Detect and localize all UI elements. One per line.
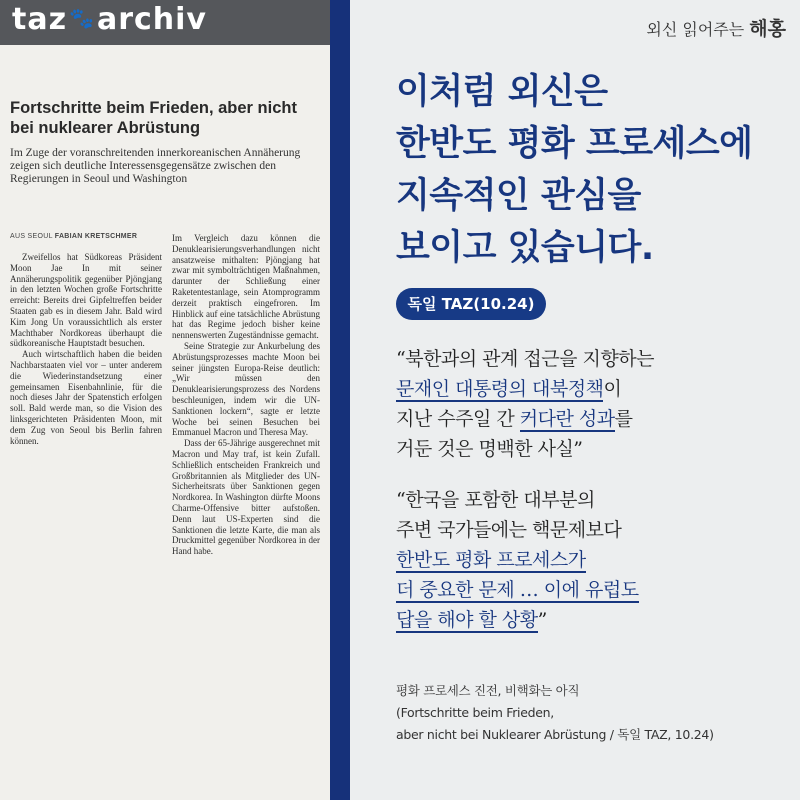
- title-line: 이처럼 외신은: [396, 72, 608, 112]
- quote-line: [396, 605, 639, 635]
- title-line: 한반도 평화 프로세스에: [396, 124, 753, 164]
- source-badge: 독일 TAZ(10.24): [396, 288, 546, 320]
- quote-line: 주변 국가들에는 핵문제보다: [396, 519, 622, 541]
- brand-name: 해홍: [749, 18, 786, 40]
- title-line: 지속적인 관심을: [396, 176, 641, 216]
- article-paragraph: Auch wirtschaftlich haben die beiden Nachbarstaaten viel vor – unter anderem die Wiederinstandsetzung einer gemeinsamen Eisenbahnlinie, für die noch dieses Jahr der Spatenstich erfolgen soll. Bald werde man, so die Vision des linksgerichteten Präsidenten Moon, mit dem Zug von Seoul bis Berlin fahren können.: [10, 349, 162, 446]
- article-column-2: [172, 233, 320, 557]
- article-paragraph: Seine Strategie zur Ankurbelung des Abrüstungsprozesses machte Moon bei seiner jüngsten Europa-Reise deutlich: „Wir müssen den Denuklearisierungsprozess des Nordens beschleunigen, indem wir die UN-Sanktionen lockern“, sagte er letzte Woche bei seinen Besuchen bei Emmanuel Macron und Theresa May.: [172, 340, 320, 438]
- newspaper-clipping: [0, 0, 330, 800]
- quote-text: 를: [614, 408, 633, 430]
- quote-line: [396, 575, 639, 605]
- source-caption: [396, 680, 714, 746]
- article-byline: [10, 233, 137, 240]
- quote-1: [396, 344, 654, 464]
- logo-text-right: archiv: [96, 2, 207, 37]
- quote-line: [396, 374, 654, 404]
- quote-text: 이: [603, 378, 622, 400]
- quote-2: [396, 485, 639, 635]
- caption-line: aber nicht bei Nuklearer Abrüstung / 독일 TAZ, 10.24): [396, 727, 714, 742]
- quote-line: [396, 545, 639, 575]
- taz-archiv-logo: [12, 2, 207, 37]
- quote-line: [396, 404, 654, 434]
- main-title: [396, 66, 752, 274]
- brand-label: [646, 14, 786, 41]
- quote-highlight: 커다란 성과: [519, 408, 615, 430]
- byline-author: FABIAN KRETSCHMER: [54, 233, 138, 240]
- quote-highlight: 더 중요한 문제 … 이에 유럽도: [396, 579, 639, 601]
- navy-divider: [330, 0, 350, 800]
- quote-text: 지난 수주일 간: [396, 408, 520, 430]
- paw-icon: 🐾: [69, 6, 95, 30]
- title-line: 보이고 있습니다.: [396, 228, 654, 268]
- logo-text-left: taz: [12, 2, 68, 37]
- article-paragraph: Im Vergleich dazu können die Denuklearisierungsverhandlungen nicht ansatzweise mithalten: Pjöngjang hat zwar mit symbolträchtigen Maßnahmen, darunter der Schließung einer Raketentestanlage, sein Atomprogramm derzeit praktisch eingefroren. Im Hinblick auf eine tatsächliche Abrüstung hat das Regime jedoch bisher keine nennenswerten Zugeständnisse gemacht.: [172, 233, 320, 341]
- quote-line: “북한과의 관계 접근을 지향하는: [396, 348, 654, 370]
- quote-text: ”: [537, 609, 547, 631]
- quote-line: “한국을 포함한 대부분의: [396, 489, 595, 511]
- brand-prefix: 외신 읽어주는: [646, 20, 745, 39]
- byline-prefix: AUS SEOUL: [10, 233, 53, 240]
- article-header: [10, 98, 320, 186]
- taz-logo-bar: [0, 0, 330, 45]
- caption-line: (Fortschritte beim Frieden,: [396, 705, 554, 720]
- quote-line: 거둔 것은 명백한 사실”: [396, 438, 583, 460]
- quote-highlight: 한반도 평화 프로세스가: [396, 549, 586, 571]
- article-subhead: Im Zuge der voranschreitenden innerkoreanischen Annäherung zeigen sich deutliche Interessensgegensätze zwischen den Regierungen in Seoul und Washington: [10, 147, 301, 185]
- article-paragraph: Zweifellos hat Südkoreas Präsident Moon Jae In mit seiner Annäherungspolitik gegenüber Pjöngjang in den letzten Wochen große Fortschritte erreicht: Bereits drei Gipfeltreffen beider Staaten gab es in diesem Jahr. Bald wird Kim Jong Un voraussichtlich als erster Machthaber Nordkoreas überhaupt die südkoreanische Hauptstadt besuchen.: [10, 252, 162, 349]
- quote-highlight: 문재인 대통령의 대북정책: [396, 378, 604, 400]
- article-headline: Fortschritte beim Frieden, aber nicht bei nuklearer Abrüstung: [10, 99, 297, 137]
- caption-line: 평화 프로세스 진전, 비핵화는 아직: [396, 683, 580, 698]
- article-column-1: [10, 252, 162, 446]
- quote-highlight: 답을 해야 할 상황: [396, 609, 538, 631]
- article-paragraph: Dass der 65-Jährige ausgerechnet mit Macron und May traf, ist kein Zufall. Schließlich entscheiden Frankreich und Großbritannien als Mitglieder des UN-Sicherheitsrats über Sanktionen gegen Nordkorea. In Washington dürfte Moons Charme-Offensive bitter aufstoßen. Denn laut US-Experten sind die Sanktionen die letzte Karte, die man als Druckmittel gegenüber Nordkorea in der Hand habe.: [172, 438, 320, 557]
